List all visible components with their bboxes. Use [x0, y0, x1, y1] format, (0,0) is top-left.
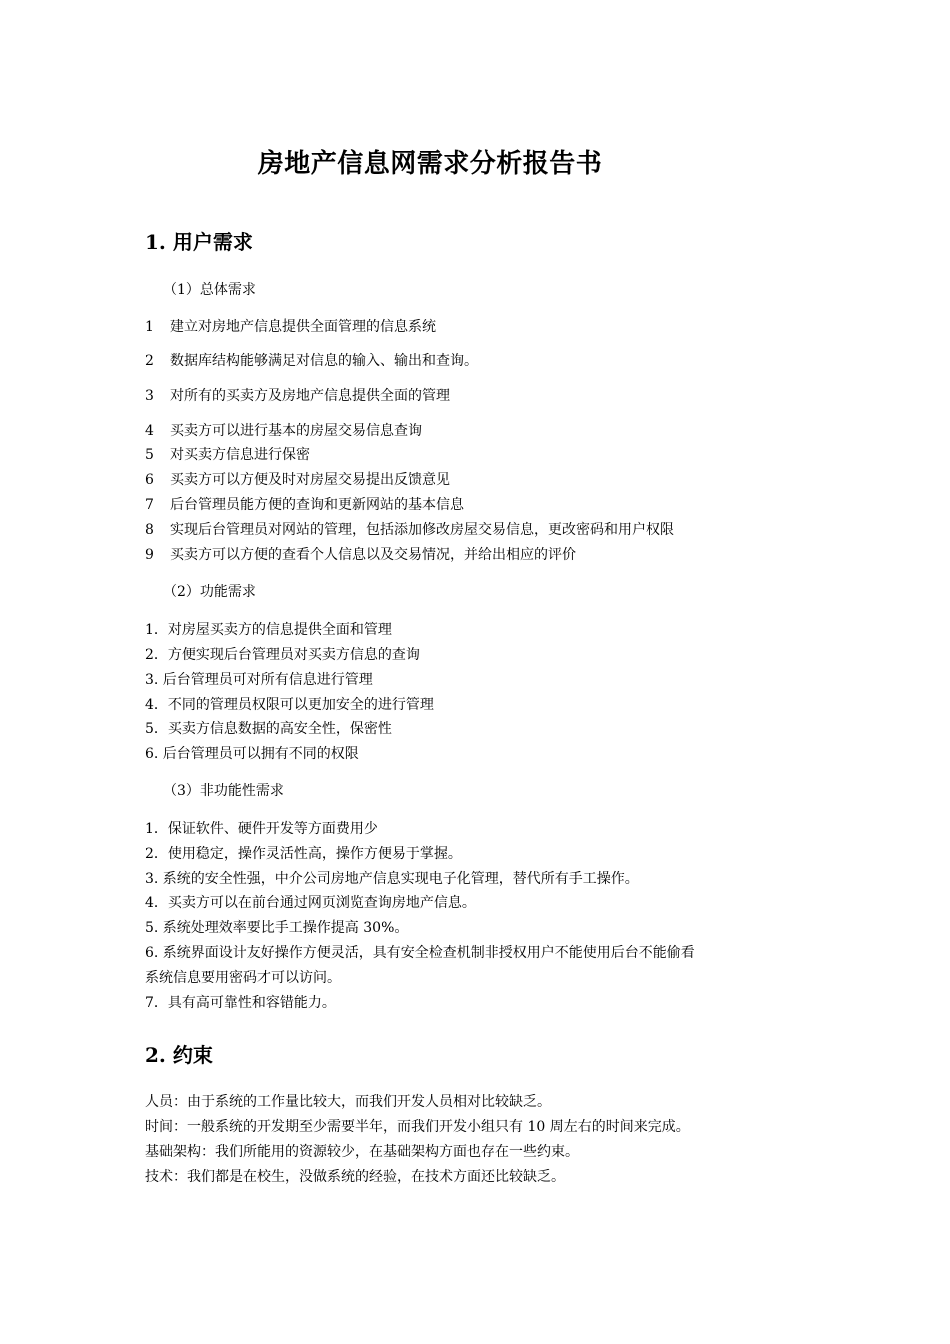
section-heading-user-requirements: 1. 用户需求 — [145, 230, 253, 254]
list-item: 3. 后台管理员可对所有信息进行管理 — [145, 672, 373, 688]
list-item — [145, 350, 478, 370]
list-item-continuation: 系统信息要用密码才可以访问。 — [145, 970, 341, 986]
item-text: 对买卖方信息进行保密 — [170, 447, 310, 463]
item-number: 6 — [145, 472, 154, 488]
constraint-item: 人员：由于系统的工作量比较大，而我们开发人员相对比较缺乏。 — [145, 1094, 551, 1110]
list-item — [145, 544, 576, 564]
subsection-non-functional-requirements: （3）非功能性需求 — [163, 783, 284, 799]
item-number: 4 — [145, 423, 154, 439]
section-heading-constraints: 2. 约束 — [145, 1043, 213, 1067]
item-number: 8 — [145, 522, 154, 538]
list-item: 5．买卖方信息数据的高安全性，保密性 — [145, 721, 392, 737]
list-item — [145, 385, 450, 405]
list-item — [145, 420, 422, 440]
subsection-overall-requirements: （1）总体需求 — [163, 282, 256, 298]
item-text: 对所有的买卖方及房地产信息提供全面的管理 — [170, 388, 450, 404]
list-item: 6. 后台管理员可以拥有不同的权限 — [145, 746, 359, 762]
item-number: 3 — [145, 388, 154, 404]
list-item: 1．对房屋买卖方的信息提供全面和管理 — [145, 622, 392, 638]
list-item: 4．买卖方可以在前台通过网页浏览查询房地产信息。 — [145, 895, 476, 911]
document-title: 房地产信息网需求分析报告书 — [257, 149, 603, 179]
list-item: 7．具有高可靠性和容错能力。 — [145, 995, 336, 1011]
item-number: 1 — [145, 319, 154, 335]
item-text: 后台管理员能方便的查询和更新网站的基本信息 — [170, 497, 464, 513]
constraint-item: 技术：我们都是在校生，没做系统的经验，在技术方面还比较缺乏。 — [145, 1169, 565, 1185]
item-text: 买卖方可以方便及时对房屋交易提出反馈意见 — [170, 472, 450, 488]
list-item: 3. 系统的安全性强，中介公司房地产信息实现电子化管理，替代所有手工操作。 — [145, 871, 639, 887]
item-text: 买卖方可以方便的查看个人信息以及交易情况，并给出相应的评价 — [170, 547, 576, 563]
item-text: 建立对房地产信息提供全面管理的信息系统 — [170, 319, 436, 335]
item-number: 5 — [145, 447, 154, 463]
item-number: 9 — [145, 547, 154, 563]
item-text: 买卖方可以进行基本的房屋交易信息查询 — [170, 423, 422, 439]
list-item: 1．保证软件、硬件开发等方面费用少 — [145, 821, 378, 837]
item-text: 数据库结构能够满足对信息的输入、输出和查询。 — [170, 353, 478, 369]
list-item — [145, 469, 450, 489]
item-text: 实现后台管理员对网站的管理，包括添加修改房屋交易信息，更改密码和用户权限 — [170, 522, 674, 538]
list-item: 5. 系统处理效率要比手工操作提高 30%。 — [145, 920, 409, 936]
constraint-item: 基础架构：我们所能用的资源较少，在基础架构方面也存在一些约束。 — [145, 1144, 579, 1160]
constraint-item: 时间：一般系统的开发期至少需要半年，而我们开发小组只有 10 周左右的时间来完成。 — [145, 1119, 690, 1135]
list-item — [145, 494, 464, 514]
list-item: 6. 系统界面设计友好操作方便灵活，具有安全检查机制非授权用户不能使用后台不能偷看 — [145, 945, 695, 961]
list-item — [145, 316, 436, 336]
subsection-functional-requirements: （2）功能需求 — [163, 584, 256, 600]
list-item: 2．方便实现后台管理员对买卖方信息的查询 — [145, 647, 420, 663]
list-item: 2．使用稳定，操作灵活性高，操作方便易于掌握。 — [145, 846, 462, 862]
item-number: 7 — [145, 497, 154, 513]
item-number: 2 — [145, 353, 154, 369]
list-item — [145, 444, 310, 464]
list-item — [145, 519, 674, 539]
list-item: 4．不同的管理员权限可以更加安全的进行管理 — [145, 697, 434, 713]
